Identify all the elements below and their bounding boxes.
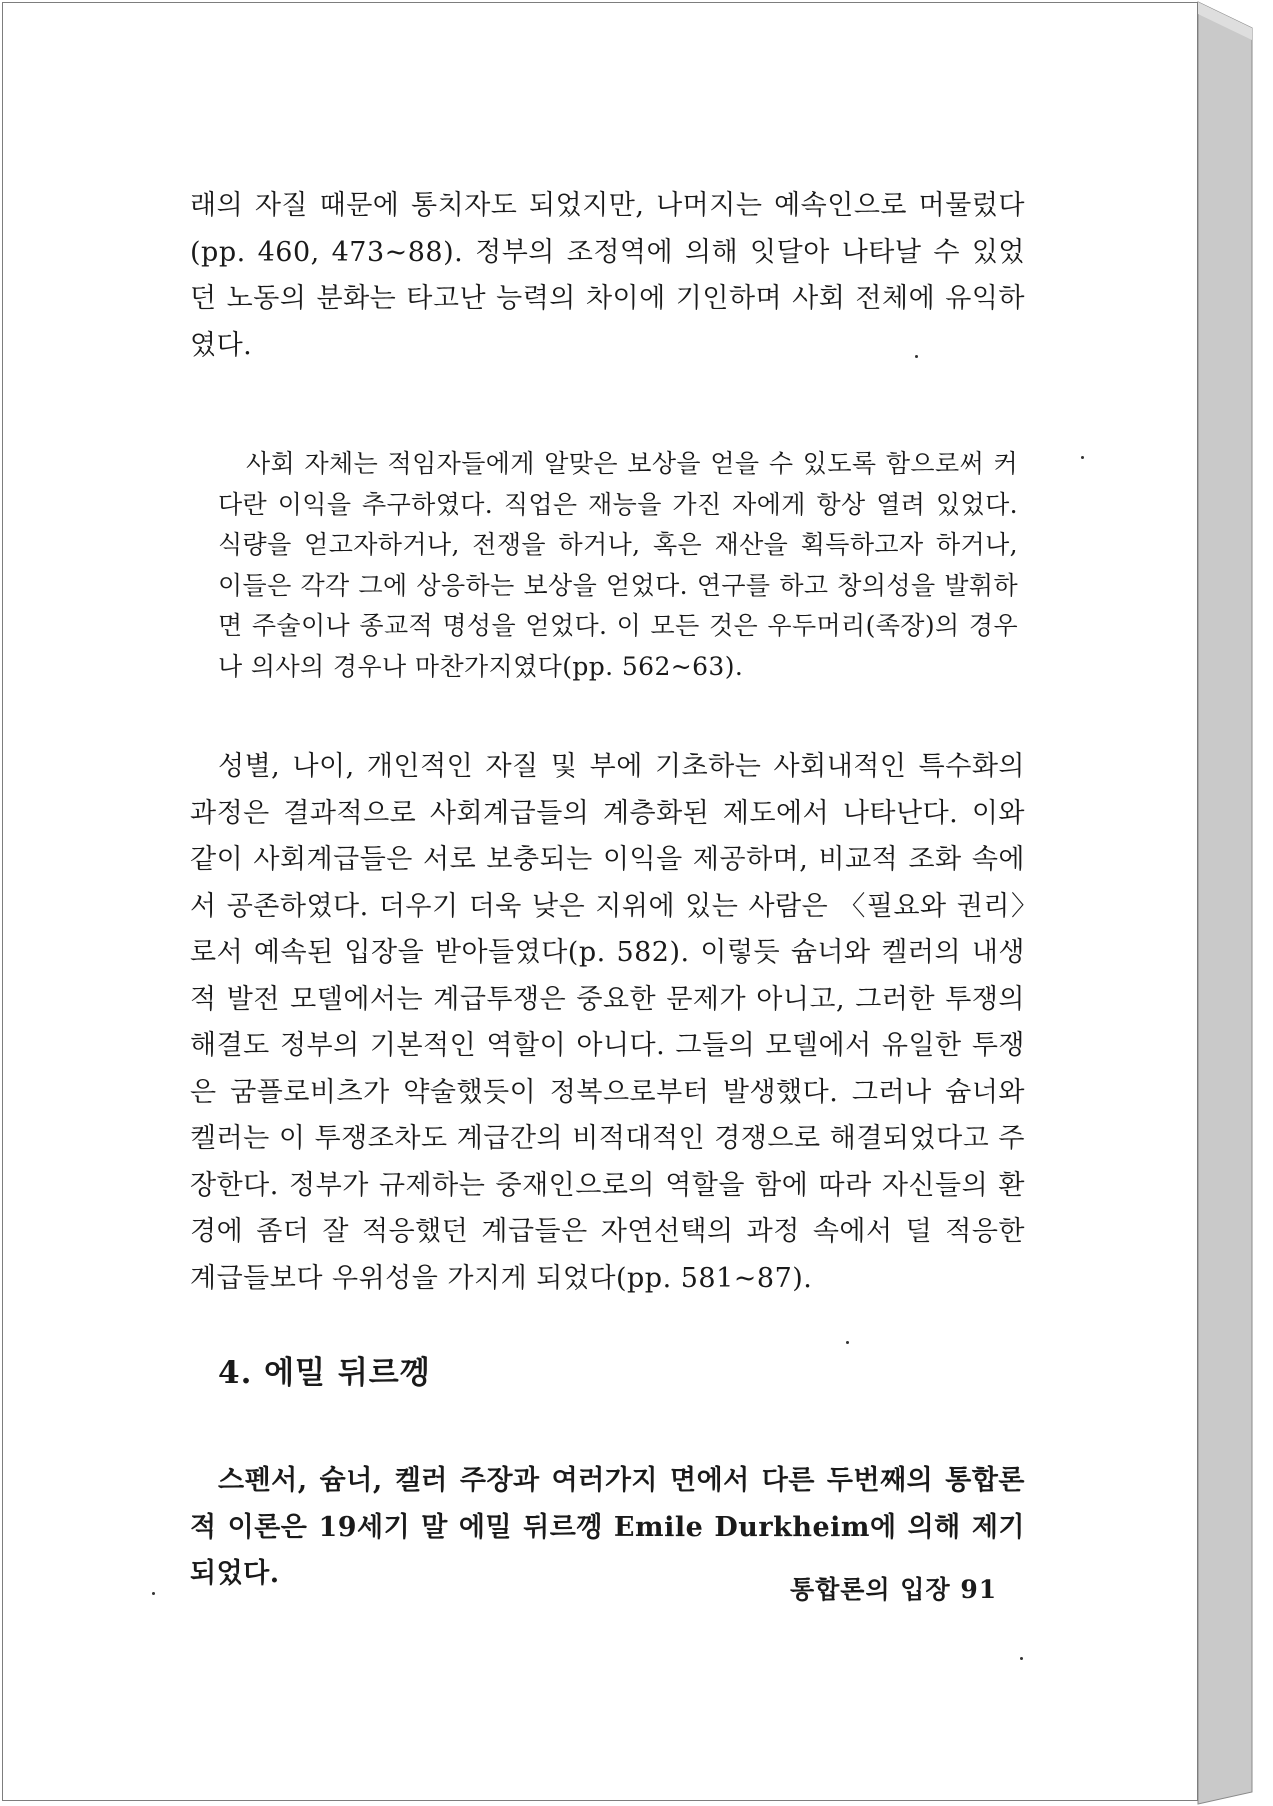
paragraph-durkheim-text: 스펜서, 슘너, 켈러 주장과 여러가지 면에서 다른 두번째의 통합론적 이론은 19세기 말 에밀 뒤르껭 Emile Durkheim에 의해 제기되었다. [190,1465,1025,1589]
speck-mark [152,1592,155,1595]
running-title: 통합론의 입장 [790,1575,951,1604]
paragraph-social-classes [190,744,1025,1302]
speck-mark [846,1341,849,1344]
paragraph-social-classes-text: 성별, 나이, 개인적인 자질 및 부에 기초하는 사회내적인 특수화의 과정은 결과적으로 사회계급들의 계층화된 제도에서 나타난다. 이와 같이 사회계급들은 서로 보충되는 이익을 제공하며, 비교적 조화 속에서 공존하였다. 더우기 더욱 낮은 지위에 있는 사람은 〈필요와 권리〉로서 예속된 입장을 받아들였다(p. 582). 이렇듯 슘너와 켈러의 내생적 발전 모델에서는 계급투쟁은 중요한 문제가 아니고, 그러한 투쟁의 해결도 정부의 기본적인 역할이 아니다. 그들의 모델에서 유일한 투쟁은 굼플로비츠가 약술했듯이 정복으로부터 발생했다. 그러나 슘너와 켈러는 이 투쟁조차도 계급간의 비적대적인 경쟁으로 해결되었다고 주장한다. 정부가 규제하는 중재인으로의 역할을 함에 따라 자신들의 환경에 좀더 잘 적응했던 계급들은 자연선택의 과정 속에서 덜 적응한 계급들보다 우위성을 가지게 되었다(pp. 581~87). [190,751,1025,1294]
page-number: 91 [960,1575,998,1604]
speck-mark [1020,1657,1023,1660]
paragraph-continuation: 래의 자질 때문에 통치자도 되었지만, 나머지는 예속인으로 머물렀다(pp. 460, 473~88). 정부의 조정역에 의해 잇달아 나타날 수 있었던 노동의 분화는 타고난 능력의 차이에 기인하며 사회 전체에 유익하였다. [190,190,1025,361]
section-heading: 4. 에밀 뒤르껭 [218,1355,431,1391]
speck-mark [915,355,918,358]
block-quote-text: 사회 자체는 적임자들에게 알맞은 보상을 얻을 수 있도록 함으로써 커다란 이익을 추구하였다. 직업은 재능을 가진 자에게 항상 열려 있었다. 식량을 얻고자하거나, 전쟁을 하거나, 혹은 재산을 획득하고자 하거나, 이들은 각각 그에 상응하는 보상을 얻었다. 연구를 하고 창의성을 발휘하면 주술이나 종교적 명성을 얻었다. 이 모든 것은 우두머리(족장)의 경우나 의사의 경우나 마찬가지였다(pp. 562~63). [218,449,1018,681]
page-footer [790,1570,997,1606]
page-content [190,183,1025,1598]
block-quote [218,444,1018,687]
speck-mark [1081,456,1084,459]
